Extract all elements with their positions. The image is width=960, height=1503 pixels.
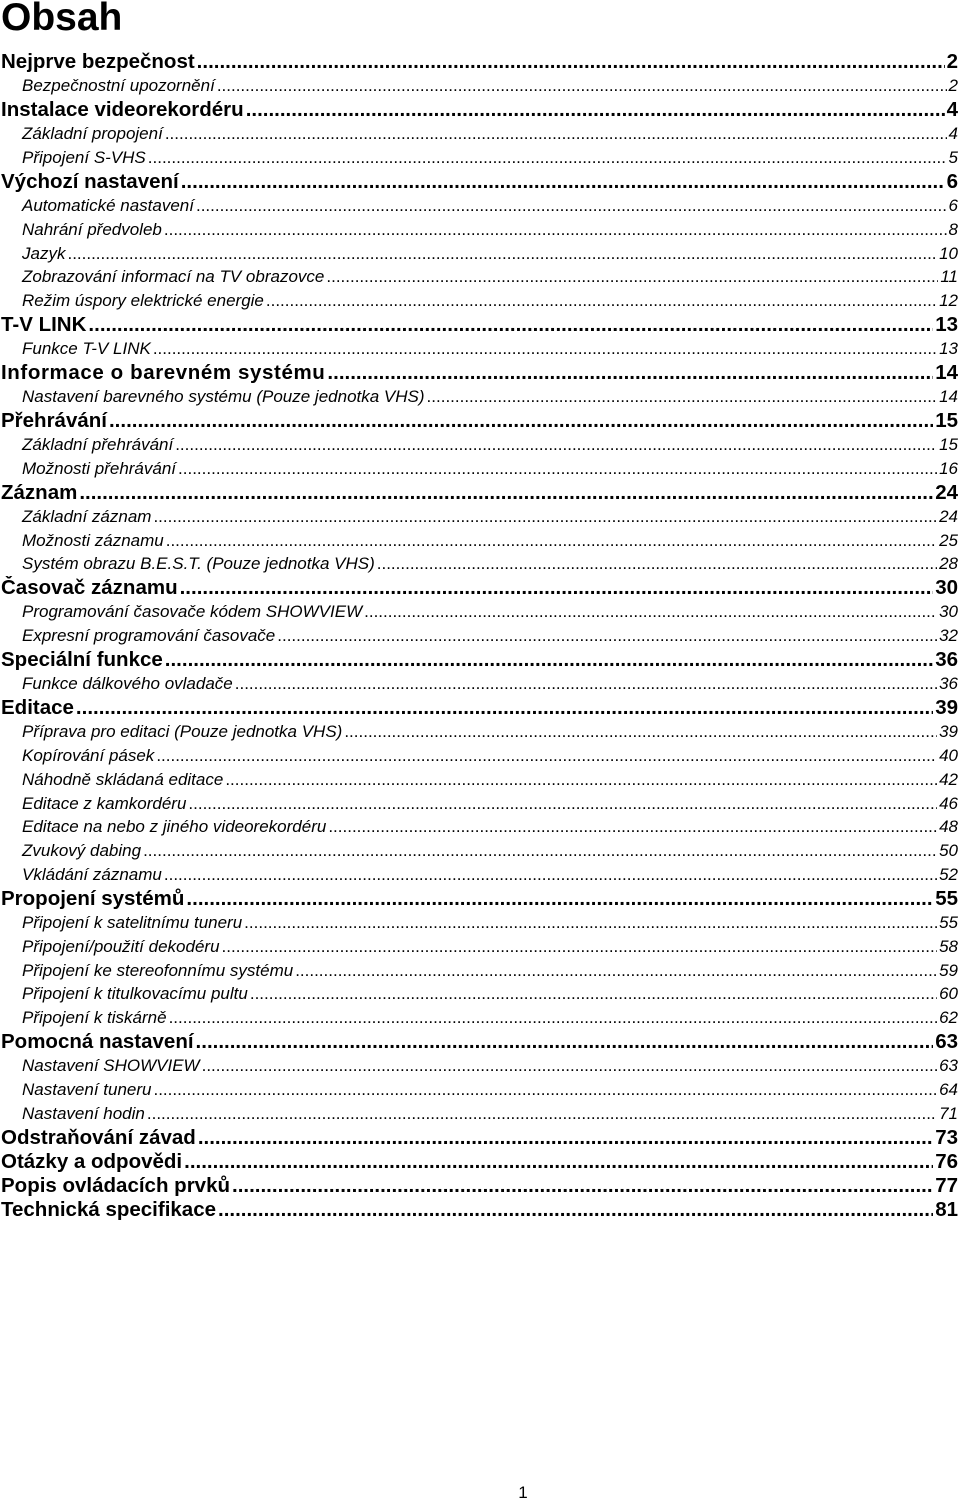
toc-entry-page: 13 — [939, 339, 958, 359]
toc-chapter[interactable] — [0, 98, 960, 122]
toc-entry-page: 60 — [939, 984, 958, 1004]
dot-leader — [186, 887, 933, 911]
toc-entry-label: Bezpečnostní upozornění — [22, 76, 215, 96]
toc-entry-page: 10 — [939, 243, 958, 263]
toc-entry-label: Časovač záznamu — [1, 576, 178, 600]
toc-entry-label: Základní propojení — [22, 124, 163, 144]
toc-entry-label: Výchozí nastavení — [1, 169, 179, 193]
dot-leader — [153, 337, 937, 361]
dot-leader — [326, 265, 938, 289]
toc-entry-label: Otázky a odpovědi — [1, 1149, 183, 1173]
toc-entry-page: 77 — [935, 1173, 958, 1197]
toc-section[interactable] — [0, 433, 960, 457]
dot-leader — [235, 672, 937, 696]
toc-entry-page: 15 — [939, 435, 958, 455]
dot-leader — [250, 982, 937, 1006]
toc-entry-label: Programování časovače kódem SHOWVIEW — [22, 602, 363, 622]
toc-entry-page: 32 — [939, 626, 958, 646]
dot-leader — [79, 481, 933, 505]
toc-chapter[interactable] — [0, 50, 960, 74]
toc-entry-label: Instalace videorekordéru — [1, 97, 244, 121]
toc-entry-page: 42 — [939, 769, 958, 789]
toc-entry-page: 14 — [935, 360, 958, 384]
toc-entry-page: 36 — [939, 674, 958, 694]
toc-entry-label: Základní záznam — [22, 506, 152, 526]
toc-entry-page: 13 — [935, 312, 958, 336]
toc-entry-label: Automatické nastavení — [22, 195, 194, 215]
toc-entry-label: Připojení k satelitnímu tuneru — [22, 912, 243, 932]
toc-entry-page: 48 — [939, 817, 958, 837]
dot-leader — [244, 911, 937, 935]
toc-section[interactable] — [0, 1102, 960, 1126]
toc-entry-label: Nahrání předvoleb — [22, 219, 162, 239]
toc-section[interactable] — [0, 911, 960, 935]
dot-leader — [156, 744, 937, 768]
toc-chapter[interactable] — [0, 1126, 960, 1150]
table-of-contents — [0, 50, 960, 1222]
toc-entry-label: Technická specifikace — [1, 1198, 216, 1222]
dot-leader — [328, 815, 937, 839]
toc-entry-page: 55 — [935, 886, 958, 910]
dot-leader — [377, 552, 937, 576]
toc-entry-label: Příprava pro editaci (Pouze jednotka VHS) — [22, 722, 343, 742]
toc-entry-label: Připojení k tiskárně — [22, 1008, 167, 1028]
toc-entry-page: 63 — [935, 1029, 958, 1053]
toc-entry-label: Kopírování pásek — [22, 746, 155, 766]
dot-leader — [148, 146, 947, 170]
toc-section[interactable] — [0, 122, 960, 146]
dot-leader — [217, 74, 947, 98]
toc-entry-label: Záznam — [1, 480, 78, 504]
toc-entry-label: Připojení S-VHS — [22, 147, 146, 167]
toc-entry-label: Expresní programování časovače — [22, 626, 276, 646]
dot-leader — [153, 505, 937, 529]
toc-entry-label: Režim úspory elektrické energie — [22, 291, 264, 311]
toc-chapter[interactable] — [0, 1150, 960, 1174]
toc-entry-page: 24 — [939, 506, 958, 526]
toc-section[interactable] — [0, 863, 960, 887]
toc-entry-page: 50 — [939, 841, 958, 861]
toc-section[interactable] — [0, 839, 960, 863]
toc-entry-page: 25 — [939, 530, 958, 550]
toc-chapter[interactable] — [0, 1198, 960, 1222]
toc-section[interactable] — [0, 624, 960, 648]
toc-entry-page: 81 — [935, 1198, 958, 1222]
toc-section[interactable] — [0, 815, 960, 839]
toc-entry-page: 55 — [939, 912, 958, 932]
toc-entry-label: Připojení ke stereofonnímu systému — [22, 960, 294, 980]
toc-section[interactable] — [0, 792, 960, 816]
toc-entry-page: 2 — [946, 50, 958, 73]
toc-section[interactable] — [0, 1054, 960, 1078]
toc-entry-label: Jazyk — [22, 243, 66, 263]
toc-entry-page: 52 — [939, 865, 958, 884]
toc-entry-page: 28 — [939, 554, 958, 574]
dot-leader — [202, 1054, 937, 1078]
page-number: 1 — [518, 1483, 528, 1502]
toc-entry-label: Editace na nebo z jiného videorekordéru — [22, 817, 327, 837]
dot-leader — [225, 768, 937, 792]
dot-leader — [181, 170, 945, 194]
toc-section[interactable] — [0, 457, 960, 481]
dot-leader — [427, 385, 938, 409]
toc-section[interactable] — [0, 600, 960, 624]
toc-chapter[interactable] — [0, 887, 960, 911]
dot-leader — [295, 959, 937, 983]
toc-chapter[interactable] — [0, 170, 960, 194]
toc-entry-label: Náhodně skládaná editace — [22, 769, 224, 789]
toc-chapter[interactable] — [0, 1030, 960, 1054]
dot-leader — [232, 1174, 933, 1198]
toc-section[interactable] — [0, 768, 960, 792]
toc-entry-page: 16 — [939, 458, 958, 478]
toc-entry-label: Funkce T-V LINK — [22, 339, 151, 359]
toc-chapter[interactable] — [0, 361, 960, 385]
dot-leader — [327, 361, 933, 385]
toc-section[interactable] — [0, 720, 960, 744]
toc-entry-label: Nejprve bezpečnost — [1, 50, 195, 73]
toc-entry-page: 30 — [939, 602, 958, 622]
toc-section[interactable] — [0, 289, 960, 313]
toc-entry-label: Přehrávání — [1, 408, 107, 432]
dot-leader — [222, 935, 938, 959]
toc-section[interactable] — [0, 982, 960, 1006]
toc-chapter[interactable] — [0, 648, 960, 672]
toc-section[interactable] — [0, 218, 960, 242]
dot-leader — [277, 624, 937, 648]
toc-entry-page: 46 — [939, 793, 958, 813]
toc-entry-page: 4 — [946, 97, 958, 121]
dot-leader — [164, 863, 937, 887]
toc-entry-label: Speciální funkce — [1, 648, 163, 672]
toc-section[interactable] — [0, 242, 960, 266]
toc-section[interactable] — [0, 935, 960, 959]
toc-entry-label: Pomocná nastavení — [1, 1029, 194, 1053]
dot-leader — [67, 242, 937, 266]
toc-entry-label: Editace z kamkordéru — [22, 793, 187, 813]
toc-entry-label: Informace o barevném systému — [1, 360, 326, 384]
toc-entry-page: 39 — [935, 696, 958, 720]
toc-section[interactable] — [0, 337, 960, 361]
dot-leader — [178, 457, 937, 481]
toc-entry-label: Propojení systémů — [1, 886, 185, 910]
toc-entry-page: 71 — [939, 1103, 958, 1123]
toc-chapter[interactable] — [0, 313, 960, 337]
toc-entry-page: 4 — [948, 124, 958, 144]
dot-leader — [165, 648, 933, 672]
toc-section[interactable] — [0, 74, 960, 98]
toc-section[interactable] — [0, 552, 960, 576]
dot-leader — [153, 1078, 937, 1102]
dot-leader — [88, 313, 933, 337]
toc-entry-label: Systém obrazu B.E.S.T. (Pouze jednotka VHS) — [22, 554, 375, 574]
toc-entry-label: Nastavení barevného systému (Pouze jednotka VHS) — [22, 387, 425, 407]
toc-entry-page: 24 — [935, 480, 958, 504]
dot-leader — [166, 529, 937, 553]
toc-section[interactable] — [0, 744, 960, 768]
dot-leader — [164, 218, 947, 242]
toc-entry-page: 12 — [939, 291, 958, 311]
toc-section[interactable] — [0, 385, 960, 409]
toc-entry-page: 58 — [939, 936, 958, 956]
page-title: Obsah — [1, 0, 123, 39]
toc-section[interactable] — [0, 1078, 960, 1102]
dot-leader — [143, 839, 937, 863]
toc-entry-label: Popis ovládacích prvků — [1, 1173, 230, 1197]
toc-entry-page: 8 — [948, 219, 958, 239]
toc-entry-label: T-V LINK — [1, 312, 87, 336]
dot-leader — [165, 122, 947, 146]
dot-leader — [76, 696, 933, 720]
toc-entry-label: Editace — [1, 696, 74, 720]
toc-section[interactable] — [0, 505, 960, 529]
toc-chapter[interactable] — [0, 576, 960, 600]
toc-section[interactable] — [0, 959, 960, 983]
toc-entry-label: Možnosti přehrávání — [22, 458, 177, 478]
toc-entry-label: Připojení k titulkovacímu pultu — [22, 984, 248, 1004]
toc-entry-label: Možnosti záznamu — [22, 530, 164, 550]
toc-entry-page: 40 — [939, 746, 958, 766]
toc-section[interactable] — [0, 265, 960, 289]
toc-entry-label: Základní přehrávání — [22, 435, 174, 455]
toc-entry-page: 73 — [935, 1125, 958, 1149]
toc-entry-page: 11 — [940, 267, 958, 287]
toc-entry-page: 2 — [948, 76, 958, 96]
toc-section[interactable] — [0, 529, 960, 553]
toc-entry-page: 14 — [939, 387, 958, 407]
dot-leader — [147, 1102, 937, 1126]
toc-entry-label: Vkládání záznamu — [22, 865, 162, 884]
toc-chapter[interactable] — [0, 1174, 960, 1198]
toc-chapter[interactable] — [0, 696, 960, 720]
toc-entry-page: 5 — [948, 147, 958, 167]
dot-leader — [344, 720, 937, 744]
toc-entry-label: Funkce dálkového ovladače — [22, 674, 233, 694]
toc-entry-label: Nastavení tuneru — [22, 1079, 152, 1099]
dot-leader — [184, 1150, 933, 1174]
toc-entry-page: 62 — [939, 1008, 958, 1028]
dot-leader — [109, 409, 933, 433]
toc-entry-label: Nastavení SHOWVIEW — [22, 1056, 200, 1076]
dot-leader — [196, 194, 947, 218]
dot-leader — [180, 576, 934, 600]
toc-entry-page: 39 — [939, 722, 958, 742]
toc-chapter[interactable] — [0, 481, 960, 505]
toc-entry-label: Zvukový dabing — [22, 841, 142, 861]
toc-entry-page: 6 — [946, 169, 958, 193]
toc-entry-page: 15 — [935, 408, 958, 432]
toc-entry-page: 76 — [935, 1149, 958, 1173]
toc-entry-label: Odstraňování závad — [1, 1125, 196, 1149]
dot-leader — [266, 289, 937, 313]
toc-entry-label: Zobrazování informací na TV obrazovce — [22, 267, 325, 287]
dot-leader — [196, 1030, 934, 1054]
dot-leader — [197, 50, 945, 74]
toc-section[interactable] — [0, 1006, 960, 1030]
toc-entry-page: 30 — [935, 576, 958, 600]
toc-section[interactable] — [0, 146, 960, 170]
dot-leader — [246, 98, 945, 122]
toc-section[interactable] — [0, 194, 960, 218]
dot-leader — [175, 433, 937, 457]
dot-leader — [218, 1198, 933, 1222]
toc-entry-label: Připojení/použití dekodéru — [22, 936, 220, 956]
dot-leader — [169, 1006, 938, 1030]
toc-chapter[interactable] — [0, 409, 960, 433]
toc-entry-page: 36 — [935, 648, 958, 672]
dot-leader — [364, 600, 937, 624]
toc-entry-page: 59 — [939, 960, 958, 980]
toc-section[interactable] — [0, 672, 960, 696]
dot-leader — [198, 1126, 933, 1150]
toc-entry-page: 64 — [939, 1079, 958, 1099]
toc-entry-page: 63 — [939, 1056, 958, 1076]
toc-entry-page: 6 — [948, 195, 958, 215]
toc-entry-label: Nastavení hodin — [22, 1103, 145, 1123]
dot-leader — [188, 792, 937, 816]
